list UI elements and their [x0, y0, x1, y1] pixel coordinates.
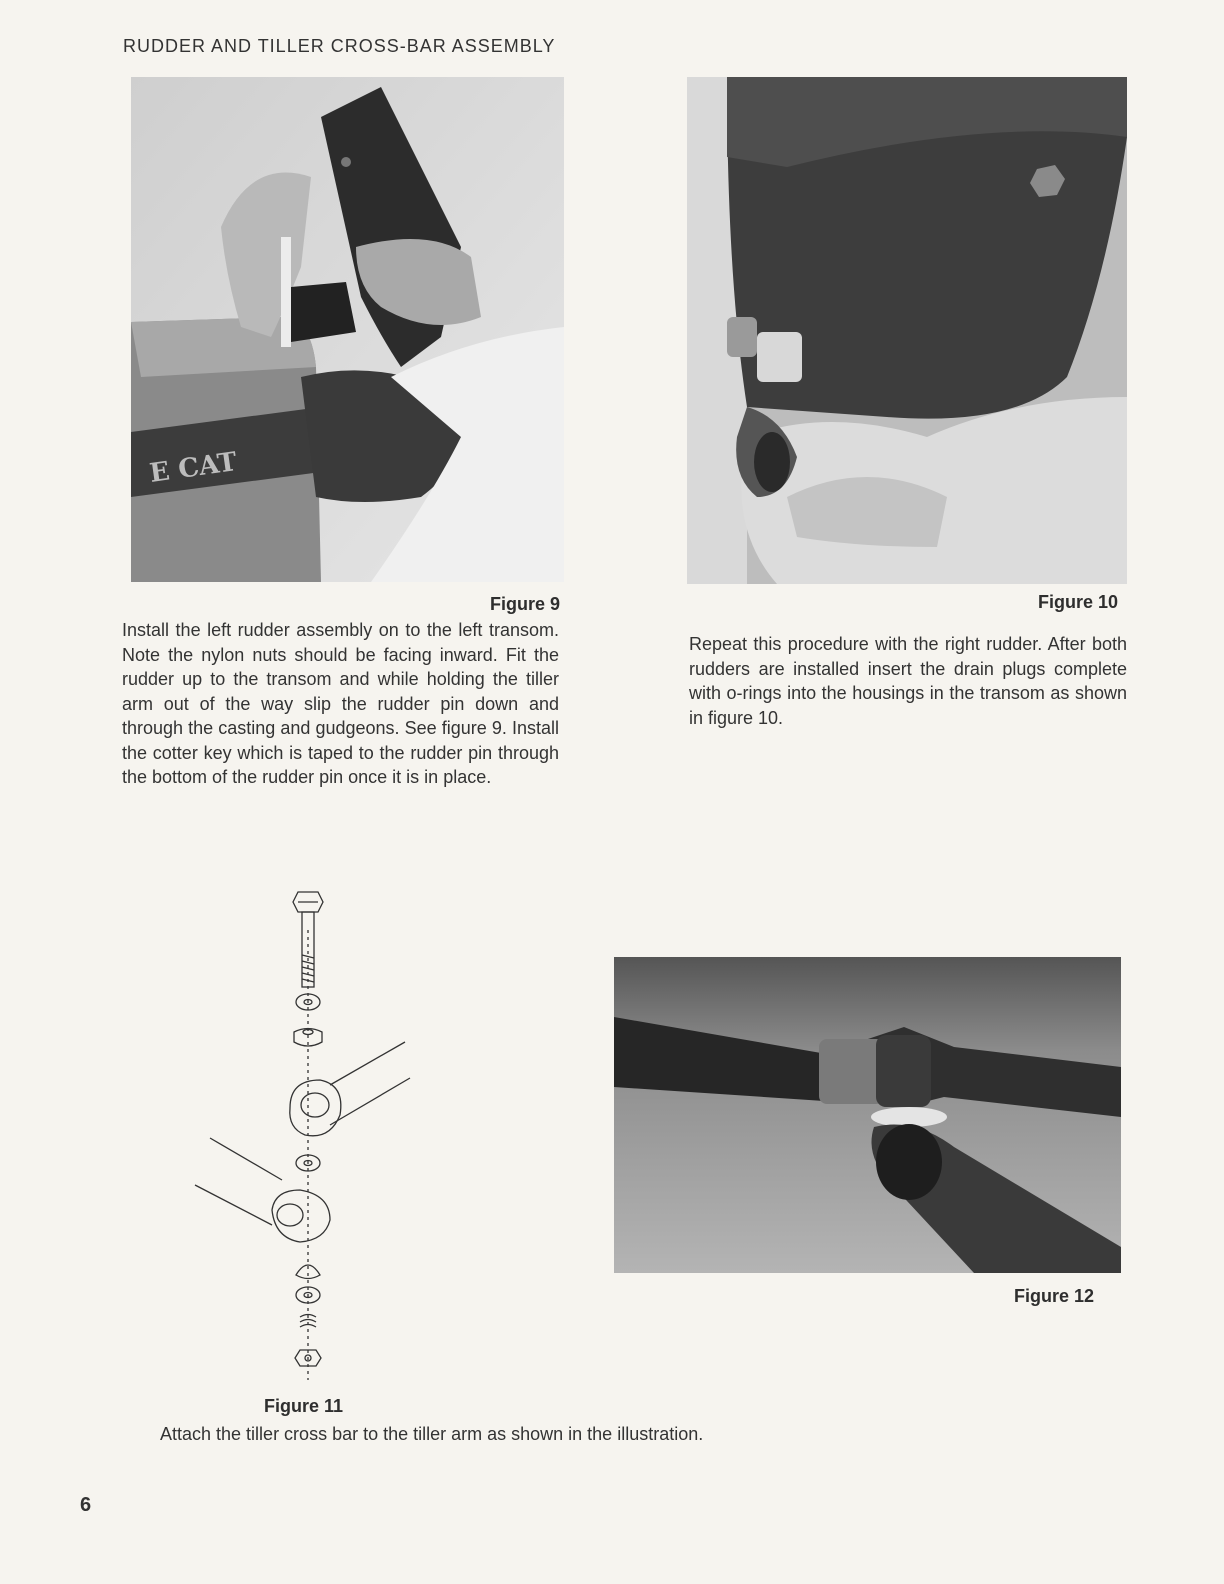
figure-11-instructions: Attach the tiller cross bar to the tiller arm as shown in the illustration. — [160, 1424, 704, 1444]
figure-9-instructions: Install the left rudder assembly on to the left transom. Note the nylon nuts should be facing inward. Fit the rudder up to the transom and while holding the tiller arm out of the way slip the rudder pin down and through the casting and gudgeons. See figure 9. Install the cotter key which is taped to the rudder pin through the bottom of the rudder pin once it is in place. — [122, 620, 559, 787]
figure-12-photo — [614, 957, 1121, 1273]
section-heading: RUDDER AND TILLER CROSS-BAR ASSEMBLY — [123, 36, 556, 56]
figure-12-caption: Figure 12 — [1014, 1286, 1095, 1306]
hull-logo-lettering: E CAT — [147, 447, 239, 489]
cross-bar-end — [272, 1190, 330, 1242]
figure-11-diagram — [180, 880, 440, 1380]
figure-11-caption: Figure 11 — [264, 1396, 344, 1416]
figure-9-caption: Figure 9 — [490, 594, 561, 614]
page-number: 6 — [80, 1494, 92, 1516]
figure-10-caption: Figure 10 — [1038, 592, 1119, 612]
figure-10-instructions: Repeat this procedure with the right rudder. After both rudders are installed insert the drain plugs complete with o-rings into the housings in the transom as shown in figure 10. — [689, 634, 1127, 728]
tiller-arm-end — [290, 1080, 341, 1136]
figure-10-photo — [687, 77, 1127, 584]
figure-9-photo — [131, 77, 564, 582]
